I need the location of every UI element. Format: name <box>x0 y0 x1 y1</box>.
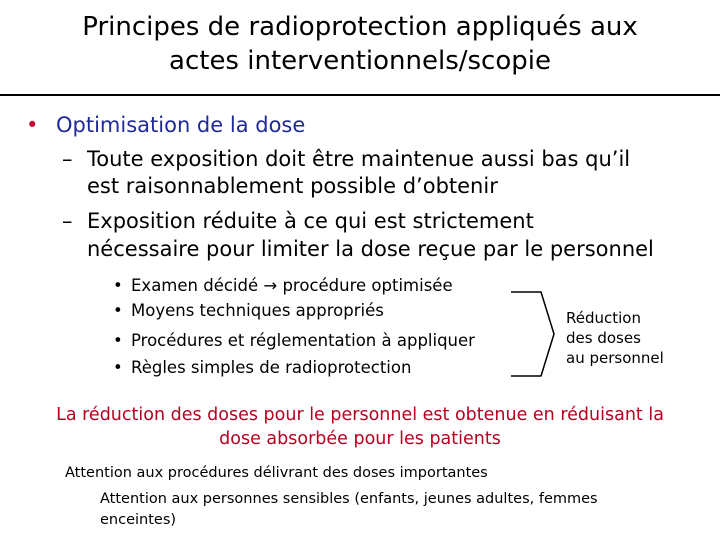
subitem-dash-1: – <box>62 147 73 171</box>
title-divider <box>0 94 720 96</box>
item-marker-4: • <box>113 358 123 377</box>
brace-note-line-1: Réduction <box>566 309 641 327</box>
item-marker-1: • <box>113 276 123 295</box>
subitem-1-line-1: Toute exposition doit être maintenue aussi bas qu’il <box>87 147 631 171</box>
conclusion-line-1: La réduction des doses pour le personnel est obtenue en réduisant la <box>56 405 664 425</box>
item-text-3: Procédures et réglementation à appliquer <box>131 331 475 350</box>
title-line-1: Principes de radioprotection appliqués aux <box>82 12 638 42</box>
brace-note-line-2: des doses <box>566 329 641 347</box>
item-text-4: Règles simples de radioprotection <box>131 358 412 377</box>
title-line-2: actes interventionnels/scopie <box>169 46 551 76</box>
bullet-marker: • <box>26 113 39 137</box>
right-brace-icon <box>505 288 565 380</box>
attention-line-1: Attention aux procédures délivrant des doses importantes <box>65 465 488 481</box>
subitem-2-line-2: nécessaire pour limiter la dose reçue par le personnel <box>87 237 654 261</box>
subitem-dash-2: – <box>62 209 73 233</box>
item-marker-3: • <box>113 331 123 350</box>
item-text-2: Moyens techniques appropriés <box>131 301 384 320</box>
subitem-1-line-2: est raisonnablement possible d’obtenir <box>87 174 498 198</box>
subitem-2-line-1: Exposition réduite à ce qui est strictement <box>87 209 534 233</box>
attention-line-2: Attention aux personnes sensibles (enfants, jeunes adultes, femmes <box>100 491 598 507</box>
item-marker-2: • <box>113 301 123 320</box>
bullet-heading: Optimisation de la dose <box>56 113 306 137</box>
conclusion-line-2: dose absorbée pour les patients <box>219 429 501 449</box>
item-text-1: Examen décidé → procédure optimisée <box>131 276 453 295</box>
attention-line-3: enceintes) <box>100 512 177 528</box>
brace-note-line-3: au personnel <box>566 349 664 367</box>
